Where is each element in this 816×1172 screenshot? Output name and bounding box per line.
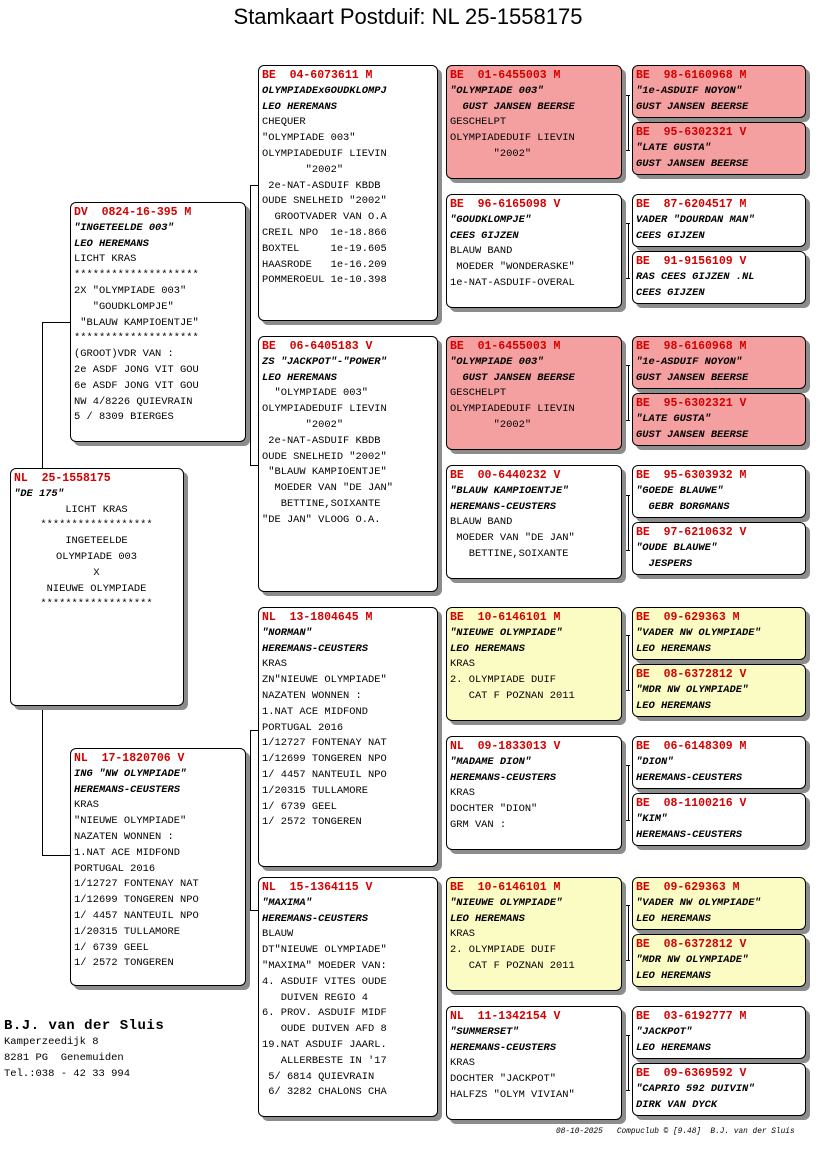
- breeder-name: GUST JANSEN BEERSE: [636, 428, 749, 441]
- info-line: DOCHTER "JACKPOT": [450, 1073, 557, 1086]
- father-card: [70, 202, 246, 442]
- pigeon-name: "GOEDE BLAUWE": [636, 484, 724, 497]
- info-line: BETTINE,SOIXANTE: [262, 497, 381, 510]
- info-line: GESCHELPT: [450, 387, 507, 400]
- pigeon-name: "OLYMPIADE 003": [450, 355, 544, 368]
- pigeon-name: ING "NW OLYMPIADE": [74, 767, 187, 780]
- info-line: 1.NAT ACE MIDFOND: [262, 705, 369, 718]
- info-line: ALLERBESTE IN '17: [262, 1054, 387, 1067]
- ring-number: BE 09-629363 M: [636, 611, 740, 624]
- info-line: PORTUGAL 2016: [74, 862, 156, 875]
- breeder-name: GUST JANSEN BEERSE: [636, 371, 749, 384]
- pedigree-connector: [625, 278, 630, 279]
- pedigree-connector: [628, 635, 629, 690]
- info-line: 1/ 4457 NANTEUIL NPO: [262, 768, 387, 781]
- pedigree-connector: [440, 389, 441, 545]
- breeder-name: CEES GIJZEN: [636, 229, 705, 242]
- pedigree-connector: [625, 95, 630, 96]
- info-line: "OLYMPIADE 003": [262, 132, 356, 145]
- info-line: KRAS: [450, 658, 475, 671]
- grandparent-card: [258, 877, 438, 1117]
- breeder-name: LEO HEREMANS: [636, 912, 711, 925]
- pigeon-name: "1e-ASDUIF NOYON": [636, 355, 743, 368]
- pedigree-connector: [625, 420, 630, 421]
- info-line: NIEUWE OLYMPIADE: [46, 582, 147, 595]
- info-line: 6. PROV. ASDUIF MIDF: [262, 1007, 387, 1020]
- info-line: ******************: [40, 598, 153, 611]
- info-line: POMMEROEUL 1e-10.398: [262, 274, 387, 287]
- breeder-name: LEO HEREMANS: [74, 237, 149, 250]
- info-line: 19.NAT ASDUIF JAARL.: [262, 1038, 387, 1051]
- pedigree-connector: [625, 820, 630, 821]
- pedigree-connector: [625, 1035, 630, 1036]
- info-line: 1/ 4457 NANTEUIL NPO: [74, 909, 199, 922]
- ring-number: BE 06-6148309 M: [636, 740, 747, 753]
- info-line: "2002": [262, 163, 344, 176]
- info-line: MOEDER VAN "DE JAN": [262, 482, 393, 495]
- info-line: INGETEELDE: [65, 535, 128, 548]
- info-line: "2002": [450, 418, 532, 431]
- info-line: BLAUW: [262, 928, 294, 941]
- breeder-name: GEBR BORGMANS: [636, 500, 730, 513]
- info-line: ZN"NIEUWE OLYMPIADE": [262, 674, 387, 687]
- pedigree-connector: [628, 765, 629, 820]
- pigeon-name: "LATE GUSTA": [636, 141, 711, 154]
- info-line: "2002": [262, 418, 344, 431]
- ring-number: BE 87-6204517 M: [636, 198, 747, 211]
- info-line: CAT F POZNAN 2011: [450, 959, 575, 972]
- pigeon-name: "OUDE BLAUWE": [636, 541, 718, 554]
- great-great-grandparent-card: [632, 194, 806, 247]
- info-line: OUDE DUIVEN AFD 8: [262, 1023, 387, 1036]
- breeder-name: CEES GIJZEN: [450, 229, 519, 242]
- info-line: "BLAUW KAMPIOENTJE": [262, 466, 387, 479]
- ring-number: NL 09-1833013 V: [450, 740, 561, 753]
- ring-number: DV 0824-16-395 M: [74, 206, 192, 219]
- info-line: 1/12727 FONTENAY NAT: [74, 878, 199, 891]
- info-line: LICHT KRAS: [65, 503, 128, 516]
- ring-number: BE 95-6302321 V: [636, 397, 747, 410]
- pedigree-connector: [625, 635, 630, 636]
- great-great-grandparent-card: [632, 522, 806, 575]
- info-line: 1/12699 TONGEREN NPO: [262, 753, 387, 766]
- ring-number: BE 01-6455003 M: [450, 340, 561, 353]
- grandparent-card: [258, 336, 438, 592]
- info-line: X: [93, 566, 100, 579]
- info-line: 1/12699 TONGEREN NPO: [74, 894, 199, 907]
- info-line: "GOUDKLOMPJE": [74, 300, 174, 313]
- ring-number: BE 98-6160968 M: [636, 69, 747, 82]
- great-grandparent-card: [446, 336, 622, 450]
- great-great-grandparent-card: [632, 607, 806, 660]
- breeder-name: HEREMANS-CEUSTERS: [450, 500, 557, 513]
- pedigree-connector: [42, 322, 72, 323]
- info-line: NAZATEN WONNEN :: [262, 689, 362, 702]
- info-line: GESCHELPT: [450, 116, 507, 129]
- info-line: "MAXIMA" MOEDER VAN:: [262, 959, 387, 972]
- info-line: 2. OLYMPIADE DUIF: [450, 674, 557, 687]
- breeder-name: HEREMANS-CEUSTERS: [636, 771, 743, 784]
- info-line: MOEDER VAN "DE JAN": [450, 532, 575, 545]
- pigeon-name: "INGETEELDE 003": [74, 221, 174, 234]
- info-line: 1/12727 FONTENAY NAT: [262, 737, 387, 750]
- info-line: (GROOT)VDR VAN :: [74, 348, 174, 361]
- pigeon-name: RAS CEES GIJZEN .NL: [636, 270, 755, 283]
- info-line: DT"NIEUWE OLYMPIADE": [262, 944, 387, 957]
- pedigree-connector: [628, 495, 629, 550]
- owner-block: [4, 1018, 164, 1082]
- great-great-grandparent-card: [632, 934, 806, 987]
- pedigree-connector: [625, 223, 630, 224]
- pedigree-connector: [628, 905, 629, 960]
- pigeon-name: "VADER NW OLYMPIADE": [636, 896, 761, 909]
- info-line: 4. ASDUIF VITES OUDE: [262, 975, 387, 988]
- info-line: CREIL NPO 1e-18.866: [262, 226, 387, 239]
- great-great-grandparent-card: [632, 664, 806, 717]
- pedigree-connector: [625, 365, 630, 366]
- pigeon-name: "MDR NW OLYMPIADE": [636, 683, 749, 696]
- breeder-name: CEES GIJZEN: [636, 286, 705, 299]
- info-line: CHEQUER: [262, 116, 306, 129]
- info-line: DOCHTER "DION": [450, 803, 538, 816]
- breeder-name: JESPERS: [636, 557, 693, 570]
- breeder-name: HEREMANS-CEUSTERS: [636, 828, 743, 841]
- great-great-grandparent-card: [632, 393, 806, 446]
- info-line: 2e-NAT-ASDUIF KBDB: [262, 179, 381, 192]
- info-line: "NIEUWE OLYMPIADE": [74, 815, 187, 828]
- mother-card: [70, 748, 246, 986]
- info-line: "OLYMPIADE 003": [262, 387, 369, 400]
- ring-number: BE 08-1100216 V: [636, 797, 747, 810]
- info-line: DUIVEN REGIO 4: [262, 991, 369, 1004]
- info-line: OLYMPIADEDUIF LIEVIN: [262, 403, 387, 416]
- great-great-grandparent-card: [632, 1063, 806, 1116]
- breeder-name: LEO HEREMANS: [636, 1041, 711, 1054]
- ring-number: BE 97-6210632 V: [636, 526, 747, 539]
- footer-credits: 08-10-2025 Compuclub © [9.48] B.J. van der Sluis: [556, 1128, 795, 1136]
- pedigree-connector: [625, 765, 630, 766]
- info-line: GROOTVADER VAN O.A: [262, 211, 387, 224]
- page-title: Stamkaart Postduif: NL 25-1558175: [233, 4, 583, 29]
- ring-number: BE 10-6146101 M: [450, 881, 561, 894]
- pigeon-name: ZS "JACKPOT"-"POWER": [262, 355, 387, 368]
- info-line: 2e ASDF JONG VIT GOU: [74, 363, 199, 376]
- breeder-name: HEREMANS-CEUSTERS: [450, 771, 557, 784]
- info-line: "2002": [450, 147, 532, 160]
- pedigree-connector: [42, 322, 43, 468]
- pedigree-connector: [250, 730, 251, 910]
- pedigree-connector: [440, 660, 441, 820]
- info-line: KRAS: [450, 928, 475, 941]
- pedigree-connector: [42, 710, 43, 856]
- ring-number: BE 95-6302321 V: [636, 126, 747, 139]
- owner-city: 8281 PG Genemuiden: [4, 1052, 124, 1064]
- pedigree-connector: [625, 960, 630, 961]
- info-line: 2. OLYMPIADE DUIF: [450, 944, 557, 957]
- ring-number: BE 10-6146101 M: [450, 611, 561, 624]
- pigeon-name: "NORMAN": [262, 626, 312, 639]
- info-line: HAASRODE 1e-16.209: [262, 258, 387, 271]
- pedigree-connector: [250, 185, 251, 465]
- ring-number: NL 13-1804645 M: [262, 611, 373, 624]
- info-line: KRAS: [450, 787, 475, 800]
- pigeon-name: "DION": [636, 755, 674, 768]
- info-line: 6e ASDF JONG VIT GOU: [74, 379, 199, 392]
- ring-number: BE 91-9156109 V: [636, 255, 747, 268]
- pedigree-connector: [625, 150, 630, 151]
- info-line: 1/ 6739 GEEL: [74, 941, 149, 954]
- pedigree-connector: [628, 95, 629, 150]
- pigeon-name: "GOUDKLOMPJE": [450, 213, 532, 226]
- pigeon-name: "NIEUWE OLYMPIADE": [450, 626, 563, 639]
- ring-number: BE 04-6073611 M: [262, 69, 373, 82]
- great-great-grandparent-card: [632, 336, 806, 389]
- ring-number: BE 01-6455003 M: [450, 69, 561, 82]
- info-line: BOXTEL 1e-19.605: [262, 242, 387, 255]
- ring-number: NL 17-1820706 V: [74, 752, 185, 765]
- info-line: BLAUW BAND: [450, 245, 513, 258]
- great-great-grandparent-card: [632, 793, 806, 846]
- info-line: ********************: [74, 269, 199, 282]
- owner-address: Kamperzeedijk 8: [4, 1036, 99, 1048]
- pedigree-connector: [250, 910, 258, 911]
- info-line: NW 4/8226 QUIEVRAIN: [74, 395, 193, 408]
- breeder-name: HEREMANS-CEUSTERS: [74, 783, 181, 796]
- pigeon-name: "JACKPOT": [636, 1025, 693, 1038]
- info-line: ********************: [74, 332, 199, 345]
- pigeon-name: "MAXIMA": [262, 896, 312, 909]
- breeder-name: HEREMANS-CEUSTERS: [262, 912, 369, 925]
- info-line: KRAS: [74, 799, 99, 812]
- info-line: LICHT KRAS: [74, 253, 137, 266]
- info-line: HALFZS "OLYM VIVIAN": [450, 1088, 575, 1101]
- pigeon-name: "1e-ASDUIF NOYON": [636, 84, 743, 97]
- pigeon-name: "CAPRIO 592 DUIVIN": [636, 1082, 755, 1095]
- pedigree-connector: [625, 495, 630, 496]
- info-line: 1/ 2572 TONGEREN: [74, 957, 174, 970]
- breeder-name: LEO HEREMANS: [450, 912, 525, 925]
- breeder-name: LEO HEREMANS: [450, 642, 525, 655]
- info-line: KRAS: [450, 1057, 475, 1070]
- great-grandparent-card: [446, 1006, 622, 1120]
- subject-pigeon-card: [10, 468, 184, 706]
- ring-number: BE 08-6372812 V: [636, 668, 747, 681]
- breeder-name: HEREMANS-CEUSTERS: [450, 1041, 557, 1054]
- info-line: 1/ 2572 TONGEREN: [262, 816, 362, 829]
- info-line: KRAS: [262, 658, 287, 671]
- pedigree-connector: [628, 223, 629, 278]
- info-line: MOEDER "WONDERASKE": [450, 261, 575, 274]
- pedigree-connector: [625, 690, 630, 691]
- breeder-name: GUST JANSEN BEERSE: [450, 100, 575, 113]
- info-line: OLYMPIADEDUIF LIEVIN: [450, 403, 575, 416]
- pedigree-connector: [250, 465, 258, 466]
- pigeon-name: "MADAME DION": [450, 755, 532, 768]
- info-line: "BLAUW KAMPIOENTJE": [74, 316, 199, 329]
- info-line: 5 / 8309 BIERGES: [74, 411, 174, 424]
- pigeon-name: "MDR NW OLYMPIADE": [636, 953, 749, 966]
- great-grandparent-card: [446, 65, 622, 179]
- info-line: OLYMPIADEDUIF LIEVIN: [450, 132, 575, 145]
- breeder-name: HEREMANS-CEUSTERS: [262, 642, 369, 655]
- pedigree-connector: [628, 1035, 629, 1090]
- pigeon-name: "BLAUW KAMPIOENTJE": [450, 484, 569, 497]
- info-line: 2X "OLYMPIADE 003": [74, 284, 187, 297]
- info-line: GRM VAN :: [450, 818, 507, 831]
- ring-number: BE 98-6160968 M: [636, 340, 747, 353]
- pigeon-name: "NIEUWE OLYMPIADE": [450, 896, 563, 909]
- pedigree-connector: [625, 550, 630, 551]
- great-great-grandparent-card: [632, 251, 806, 304]
- pigeon-name: OLYMPIADExGOUDKLOMPJ: [262, 84, 387, 97]
- info-line: 6/ 3282 CHALONS CHA: [262, 1086, 387, 1099]
- pedigree-connector: [42, 855, 72, 856]
- pigeon-name: "DE 175": [14, 487, 64, 500]
- pedigree-connector: [440, 930, 441, 1070]
- pigeon-name: "SUMMERSET": [450, 1025, 519, 1038]
- great-great-grandparent-card: [632, 465, 806, 518]
- ring-number: BE 09-6369592 V: [636, 1067, 747, 1080]
- info-line: CAT F POZNAN 2011: [450, 689, 575, 702]
- great-grandparent-card: [446, 607, 622, 721]
- ring-number: BE 03-6192777 M: [636, 1010, 747, 1023]
- pigeon-name: "VADER NW OLYMPIADE": [636, 626, 761, 639]
- info-line: OLYMPIADEDUIF LIEVIN: [262, 147, 387, 160]
- grandparent-card: [258, 65, 438, 321]
- great-grandparent-card: [446, 194, 622, 308]
- pedigree-connector: [250, 730, 258, 731]
- ring-number: NL 15-1364115 V: [262, 881, 373, 894]
- info-line: OLYMPIADE 003: [55, 550, 138, 563]
- info-line: BETTINE,SOIXANTE: [450, 547, 569, 560]
- great-grandparent-card: [446, 465, 622, 579]
- breeder-name: LEO HEREMANS: [636, 642, 711, 655]
- breeder-name: LEO HEREMANS: [636, 969, 711, 982]
- breeder-name: LEO HEREMANS: [636, 699, 711, 712]
- pigeon-name: "OLYMPIADE 003": [450, 84, 544, 97]
- info-line: 1/20315 TULLAMORE: [74, 925, 181, 938]
- pedigree-connector: [250, 185, 258, 186]
- pedigree-connector: [440, 118, 441, 275]
- info-line: OUDE SNELHEID "2002": [262, 450, 387, 463]
- great-grandparent-card: [446, 736, 622, 850]
- breeder-name: GUST JANSEN BEERSE: [450, 371, 575, 384]
- info-line: 2e-NAT-ASDUIF KBDB: [262, 434, 381, 447]
- great-great-grandparent-card: [632, 877, 806, 930]
- pedigree-connector: [625, 905, 630, 906]
- info-line: "DE JAN" VLOOG O.A.: [262, 513, 381, 526]
- great-great-grandparent-card: [632, 65, 806, 118]
- info-line: 1e-NAT-ASDUIF-OVERAL: [450, 276, 575, 289]
- breeder-name: LEO HEREMANS: [262, 100, 337, 113]
- breeder-name: GUST JANSEN BEERSE: [636, 100, 749, 113]
- pigeon-name: "LATE GUSTA": [636, 412, 711, 425]
- great-great-grandparent-card: [632, 736, 806, 789]
- info-line: PORTUGAL 2016: [262, 721, 344, 734]
- ring-number: BE 95-6303932 M: [636, 469, 747, 482]
- ring-number: BE 09-629363 M: [636, 881, 740, 894]
- breeder-name: LEO HEREMANS: [262, 371, 337, 384]
- ring-number: NL 25-1558175: [14, 472, 111, 485]
- grandparent-card: [258, 607, 438, 867]
- info-line: BLAUW BAND: [450, 516, 513, 529]
- pedigree-connector: [628, 365, 629, 420]
- owner-name: B.J. van der Sluis: [4, 1018, 165, 1034]
- info-line: 5/ 6814 QUIEVRAIN: [262, 1070, 375, 1083]
- pedigree-connector: [625, 1090, 630, 1091]
- ring-number: BE 96-6165098 V: [450, 198, 561, 211]
- ring-number: BE 06-6405183 V: [262, 340, 373, 353]
- ring-number: NL 11-1342154 V: [450, 1010, 561, 1023]
- info-line: NAZATEN WONNEN :: [74, 830, 174, 843]
- great-great-grandparent-card: [632, 1006, 806, 1059]
- pigeon-name: "KIM": [636, 812, 668, 825]
- info-line: ******************: [40, 519, 153, 532]
- info-line: 1/ 6739 GEEL: [262, 800, 337, 813]
- info-line: 1.NAT ACE MIDFOND: [74, 846, 181, 859]
- great-grandparent-card: [446, 877, 622, 991]
- breeder-name: DIRK VAN DYCK: [636, 1098, 718, 1111]
- pigeon-name: VADER "DOURDAN MAN": [636, 213, 755, 226]
- great-great-grandparent-card: [632, 122, 806, 175]
- breeder-name: GUST JANSEN BEERSE: [636, 157, 749, 170]
- info-line: 1/20315 TULLAMORE: [262, 784, 369, 797]
- ring-number: BE 08-6372812 V: [636, 938, 747, 951]
- ring-number: BE 00-6440232 V: [450, 469, 561, 482]
- owner-phone: Tel.:038 - 42 33 994: [4, 1068, 131, 1080]
- info-line: OUDE SNELHEID "2002": [262, 195, 387, 208]
